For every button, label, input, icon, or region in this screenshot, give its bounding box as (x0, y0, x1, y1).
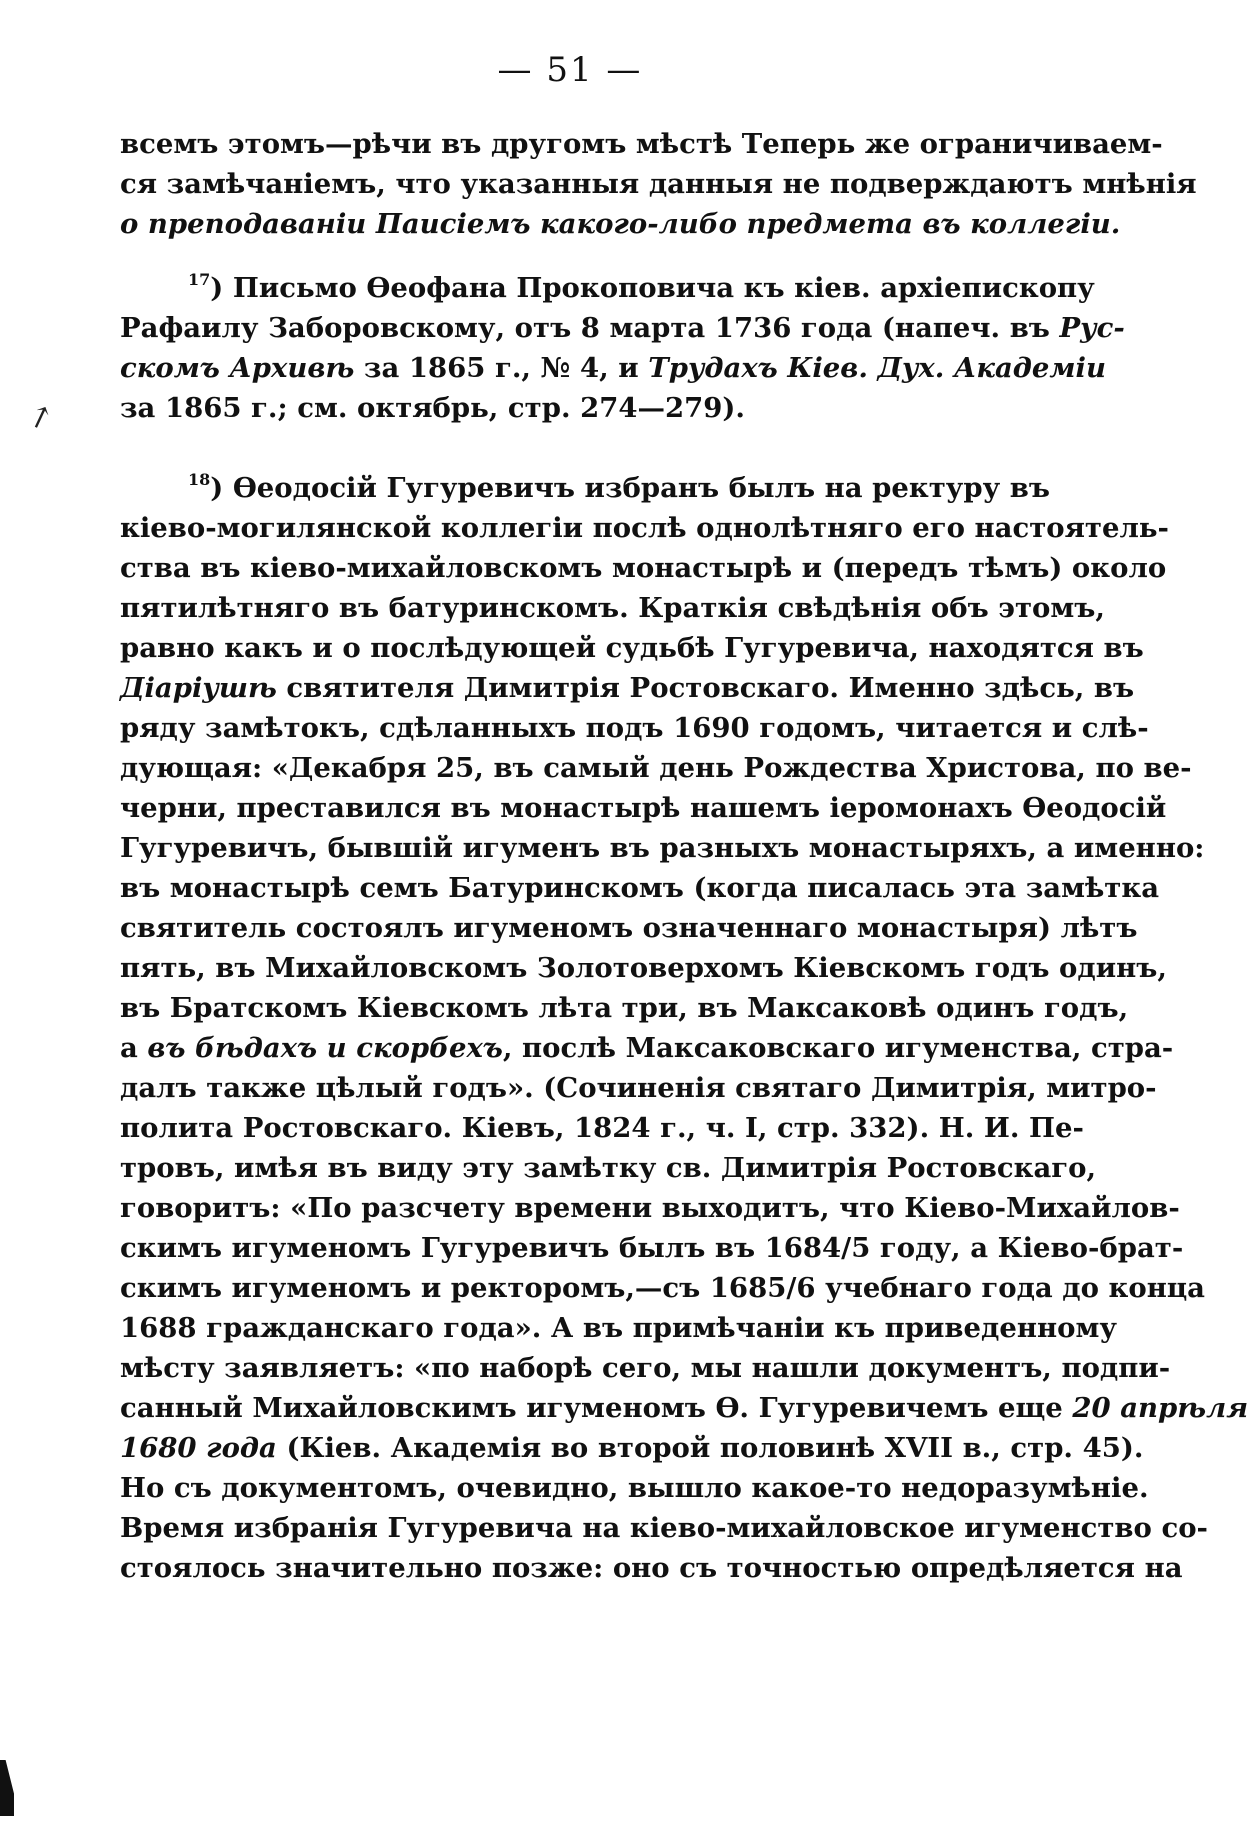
text-line: $^{17}$) Письмо Ѳеофана Прокоповича къ кіев. архіепископу (188, 270, 1095, 304)
text-line: $^{18}$) Ѳеодосій Гугуревичъ избранъ былъ на ректуру въ (188, 470, 1051, 504)
text-line: пять, въ Михайловскомъ Золотоверхомъ Кіевскомъ годъ одинъ, (120, 952, 1167, 984)
text-line: мѣсту заявляетъ: «по наборѣ сего, мы нашли документъ, подпи- (120, 1352, 1171, 1384)
paragraph-intro (120, 124, 1197, 244)
footnote-18 (120, 468, 1248, 1588)
text-line: равно какъ и о послѣдующей судьбѣ Гугуревича, находятся въ (120, 632, 1144, 664)
text-line: скимъ игуменомъ и ректоромъ,—съ 1685/6 учебнаго года до конца (120, 1272, 1206, 1304)
margin-annotation-mark: ↗ (22, 396, 59, 439)
text-line: черни, преставился въ монастырѣ нашемъ іеромонахъ Ѳеодосій (120, 792, 1167, 824)
page-number: — 51 — (497, 50, 643, 90)
text-line: Но съ документомъ, очевидно, вышло какое-то недоразумѣніе. (120, 1472, 1149, 1504)
text-line: Діаріушѣ святителя Димитрія Ростовскаго. Именно здѣсь, въ (120, 672, 1135, 704)
text-line: кіево-могилянской коллегіи послѣ однолѣтняго его настоятель- (120, 512, 1169, 544)
text-line: стоялось значительно позже: оно съ точностью опредѣляется на (120, 1552, 1183, 1584)
text-line: пятилѣтняго въ батуринскомъ. Краткія свѣдѣнія объ этомъ, (120, 592, 1105, 624)
text-line-italic: о преподаваніи Паисіемъ какого-либо предмета въ коллегіи. (120, 208, 1121, 240)
text-line: святитель состоялъ игуменомъ означеннаго монастыря) лѣтъ (120, 912, 1138, 944)
text-line: Гугуревичъ, бывшій игуменъ въ разныхъ монастыряхъ, а именно: (120, 832, 1205, 864)
text-line: говоритъ: «По разсчету времени выходитъ, что Кіево-Михайлов- (120, 1192, 1180, 1224)
text-line: 1680 года (Кіев. Академія во второй половинѣ XVII в., стр. 45). (120, 1432, 1144, 1464)
text-line: ства въ кіево-михайловскомъ монастырѣ и (передъ тѣмъ) около (120, 552, 1167, 584)
text-line: за 1865 г.; см. октябрь, стр. 274—279). (120, 392, 745, 424)
text-line: Рафаилу Заборовскому, отъ 8 марта 1736 года (напеч. въ Рус- (120, 312, 1125, 344)
text-line: ся замѣчаніемъ, что указанныя данныя не подверждаютъ мнѣнія (120, 168, 1197, 200)
text-line: санный Михайловскимъ игуменомъ Ѳ. Гугуревичемъ еще 20 апрѣля (120, 1392, 1248, 1424)
footnote-number: 18 (188, 470, 211, 489)
text-line: полита Ростовскаго. Кіевъ, 1824 г., ч. I, стр. 332). Н. И. Пе- (120, 1112, 1084, 1144)
text-line: скомъ Архивѣ за 1865 г., № 4, и Трудахъ Кіев. Дух. Академіи (120, 352, 1106, 384)
text-line: далъ также цѣлый годъ». (Сочиненія святаго Димитрія, митро- (120, 1072, 1157, 1104)
text-line: ряду замѣтокъ, сдѣланныхъ подъ 1690 годомъ, читается и слѣ- (120, 712, 1149, 744)
text-line: тровъ, имѣя въ виду эту замѣтку св. Димитрія Ростовскаго, (120, 1152, 1097, 1184)
text-line: въ монастырѣ семъ Батуринскомъ (когда писалась эта замѣтка (120, 872, 1160, 904)
text-line: скимъ игуменомъ Гугуревичъ былъ въ 1684/5 году, а Кіево-брат- (120, 1232, 1184, 1264)
page-edge-mark (0, 1760, 14, 1816)
text-line: всемъ этомъ—рѣчи въ другомъ мѣстѣ Теперь же ограничиваем- (120, 128, 1163, 160)
text-line: 1688 гражданскаго года». А въ примѣчаніи къ приведенному (120, 1312, 1117, 1344)
text-line: дующая: «Декабря 25, въ самый день Рождества Христова, по ве- (120, 752, 1192, 784)
footnote-number: 17 (188, 270, 211, 289)
text-line: Время избранія Гугуревича на кіево-михайловское игуменство со- (120, 1512, 1208, 1544)
text-line: а въ бѣдахъ и скорбехъ, послѣ Максаковскаго игуменства, стра- (120, 1032, 1174, 1064)
footnote-17 (120, 268, 1125, 428)
text-line: въ Братскомъ Кіевскомъ лѣта три, въ Максаковѣ одинъ годъ, (120, 992, 1129, 1024)
